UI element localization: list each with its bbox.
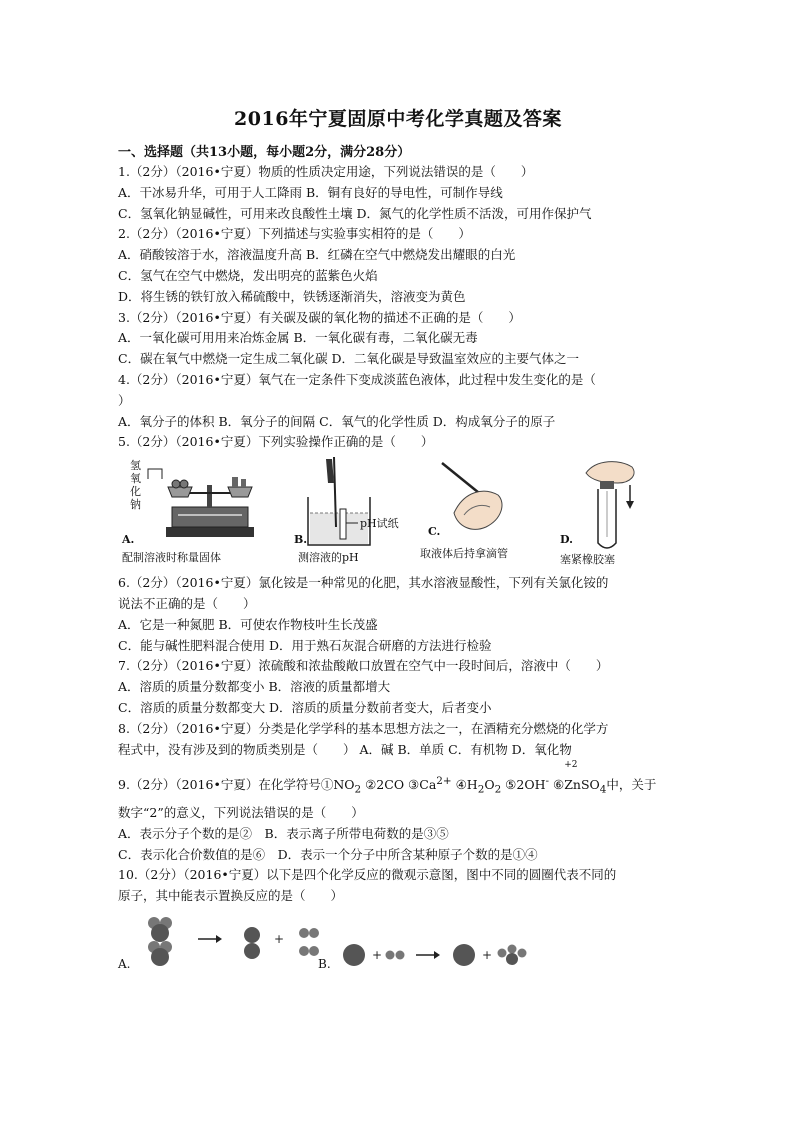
options-ab: A．干冰易升华，可用于人工降雨 B．铜有良好的导电性，可制作导线	[118, 184, 503, 200]
question-7	[118, 656, 678, 718]
question-stem-cont: ）	[118, 392, 131, 408]
question-stem: 3.（2分）（2016•宁夏）有关碳及碳的氧化物的描述不正确的是（ ）	[118, 309, 521, 325]
option-c: C．氢气在空气中燃烧，发出明亮的蓝紫色火焰	[118, 267, 378, 283]
balance-icon	[118, 457, 268, 547]
question-stem-cont: 程式中，没有涉及到的物质类别是（ ） A．碱 B．单质 C．有机物 D．氧化物	[118, 741, 572, 757]
question-10	[118, 865, 678, 971]
question-stem-cont: 说法不正确的是（ ）	[118, 595, 256, 611]
subscript: 2	[477, 783, 485, 796]
figure-b-ph	[290, 457, 420, 571]
stem-text: O	[484, 777, 495, 793]
subscript: 2	[494, 783, 502, 796]
superscript: -	[545, 775, 550, 788]
zn-symbol: Zn	[564, 777, 581, 793]
options-cd: C．氢氧化钠显碱性，可用来改良酸性土壤 D．氮气的化学性质不活泼，可用作保护气	[118, 205, 592, 221]
question-2	[118, 224, 678, 307]
svg-text:+: +	[274, 931, 285, 946]
question-stem: 8.（2分）（2016•宁夏）分类是化学学科的基本思想方法之一，在酒精充分燃烧的化学方	[118, 720, 609, 736]
option-d: D．将生锈的铁钉放入稀硫酸中，铁锈逐渐消失，溶液变为黄色	[118, 288, 466, 304]
figure-a-label-char: 氧	[130, 472, 141, 486]
question-stem-cont: 原子，其中能表示置换反应的是（ ）	[118, 888, 344, 904]
figure-d-letter: D.	[560, 533, 573, 547]
question-stem	[118, 760, 678, 803]
options-ab: A．一氧化碳可用用来冶炼金属 B．一氧化碳有毒，二氧化碳无毒	[118, 330, 478, 346]
option-a-label: A.	[118, 956, 131, 971]
question-stem: 10.（2分）（2016•宁夏）以下是四个化学反应的微观示意图，图中不同的圆圈代表不同的	[118, 867, 617, 883]
figure-d-caption: 塞紧橡胶塞	[560, 553, 615, 567]
stem-text: ②2CO ③Ca	[361, 777, 437, 793]
so4-symbol: SO	[580, 777, 600, 793]
document-page	[118, 104, 678, 971]
options-ab: A．它是一种氮肥 B．可使农作物枝叶生长茂盛	[118, 616, 378, 632]
superscript: 2+	[436, 775, 452, 788]
options-ab: A．表示分子个数的是② B．表示离子所带电荷数的是③⑤	[118, 825, 449, 841]
figure-a-label-char: 钠	[130, 498, 141, 512]
figure-a-label-char: 化	[130, 485, 141, 499]
figure-d-stopper	[556, 457, 666, 571]
question-3	[118, 308, 678, 370]
figure-a-letter: A.	[122, 533, 135, 547]
question-8	[118, 719, 678, 761]
page-title: 2016年宁夏固原中考化学真题及答案	[234, 108, 562, 130]
figure-b-letter: B.	[294, 533, 308, 547]
question-1	[118, 162, 678, 224]
options-cd: C．能与碱性肥料混合使用 D．用于熟石灰混合研磨的方法进行检验	[118, 637, 492, 653]
ph-paper-label: pH试纸	[360, 517, 399, 531]
question-6	[118, 573, 678, 656]
figure-c-letter: C.	[428, 525, 441, 539]
figure-c-dropper	[414, 457, 544, 571]
reaction-diagram	[118, 913, 678, 971]
stem-text: ⑤2OH	[501, 777, 546, 793]
question-stem-cont: 数字“2”的意义，下列说法错误的是（ ）	[118, 804, 364, 820]
options-cd: C．碳在氧气中燃烧一定生成二氧化碳 D．二氧化碳是导致温室效应的主要气体之一	[118, 351, 580, 367]
figure-a-caption: 配制溶液时称量固体	[122, 551, 221, 565]
zn-valence	[564, 760, 581, 798]
option-b-label: B.	[318, 956, 331, 971]
options-cd: C．溶质的质量分数都变大 D．溶质的质量分数前者变大，后者变小	[118, 699, 492, 715]
question-stem: 4.（2分）（2016•宁夏）氧气在一定条件下变成淡蓝色液体，此过程中发生变化的是（	[118, 371, 596, 387]
question-stem: 5.（2分）（2016•宁夏）下列实验操作正确的是（ ）	[118, 434, 434, 450]
section-heading: 一、选择题（共13小题，每小题2分，满分28分）	[118, 145, 411, 160]
question-stem: 2.（2分）（2016•宁夏）下列描述与实验事实相符的是（ ）	[118, 226, 471, 242]
figure-a-balance	[118, 457, 268, 571]
question-stem: 1.（2分）（2016•宁夏）物质的性质决定用途，下列说法错误的是（ ）	[118, 164, 534, 179]
options-cd: C．表示化合价数值的是⑥ D．表示一个分子中所含某种原子个数的是①④	[118, 846, 538, 862]
valence-mark: +2	[564, 760, 578, 771]
beaker-icon	[290, 457, 420, 547]
options-ab: A．溶质的质量分数都变小 B．溶液的质量都增大	[118, 679, 391, 695]
question-4	[118, 370, 678, 432]
question-5	[118, 432, 678, 571]
question-9	[118, 760, 678, 865]
subscript: 2	[354, 783, 362, 796]
figure-c-caption: 取液体后持拿滴管	[420, 547, 508, 561]
options-ab: A．硝酸铵溶于水，溶液温度升高 B．红磷在空气中燃烧发出耀眼的白光	[118, 247, 516, 263]
stem-text: ⑥	[549, 777, 565, 793]
stem-text: 中，关于	[606, 777, 657, 793]
question-stem: 7.（2分）（2016•宁夏）浓硫酸和浓盐酸敞口放置在空气中一段时间后，溶液中（ ）	[118, 658, 609, 674]
figure-a-label-char: 氢	[130, 459, 141, 473]
svg-text:+: +	[482, 947, 493, 962]
svg-text:+: +	[372, 947, 383, 962]
stem-text: ④H	[451, 777, 478, 793]
options: A．氧分子的体积 B．氧分子的间隔 C．氧气的化学性质 D．构成氧分子的原子	[118, 413, 556, 429]
subscript: 4	[599, 783, 607, 796]
experiment-figures	[118, 457, 678, 571]
stem-text: 9.（2分）（2016•宁夏）在化学符号①NO	[118, 777, 355, 793]
question-stem: 6.（2分）（2016•宁夏）氯化铵是一种常见的化肥，其水溶液显酸性，下列有关氯化铵的	[118, 575, 609, 591]
figure-b-caption: 测溶液的pH	[298, 551, 359, 565]
